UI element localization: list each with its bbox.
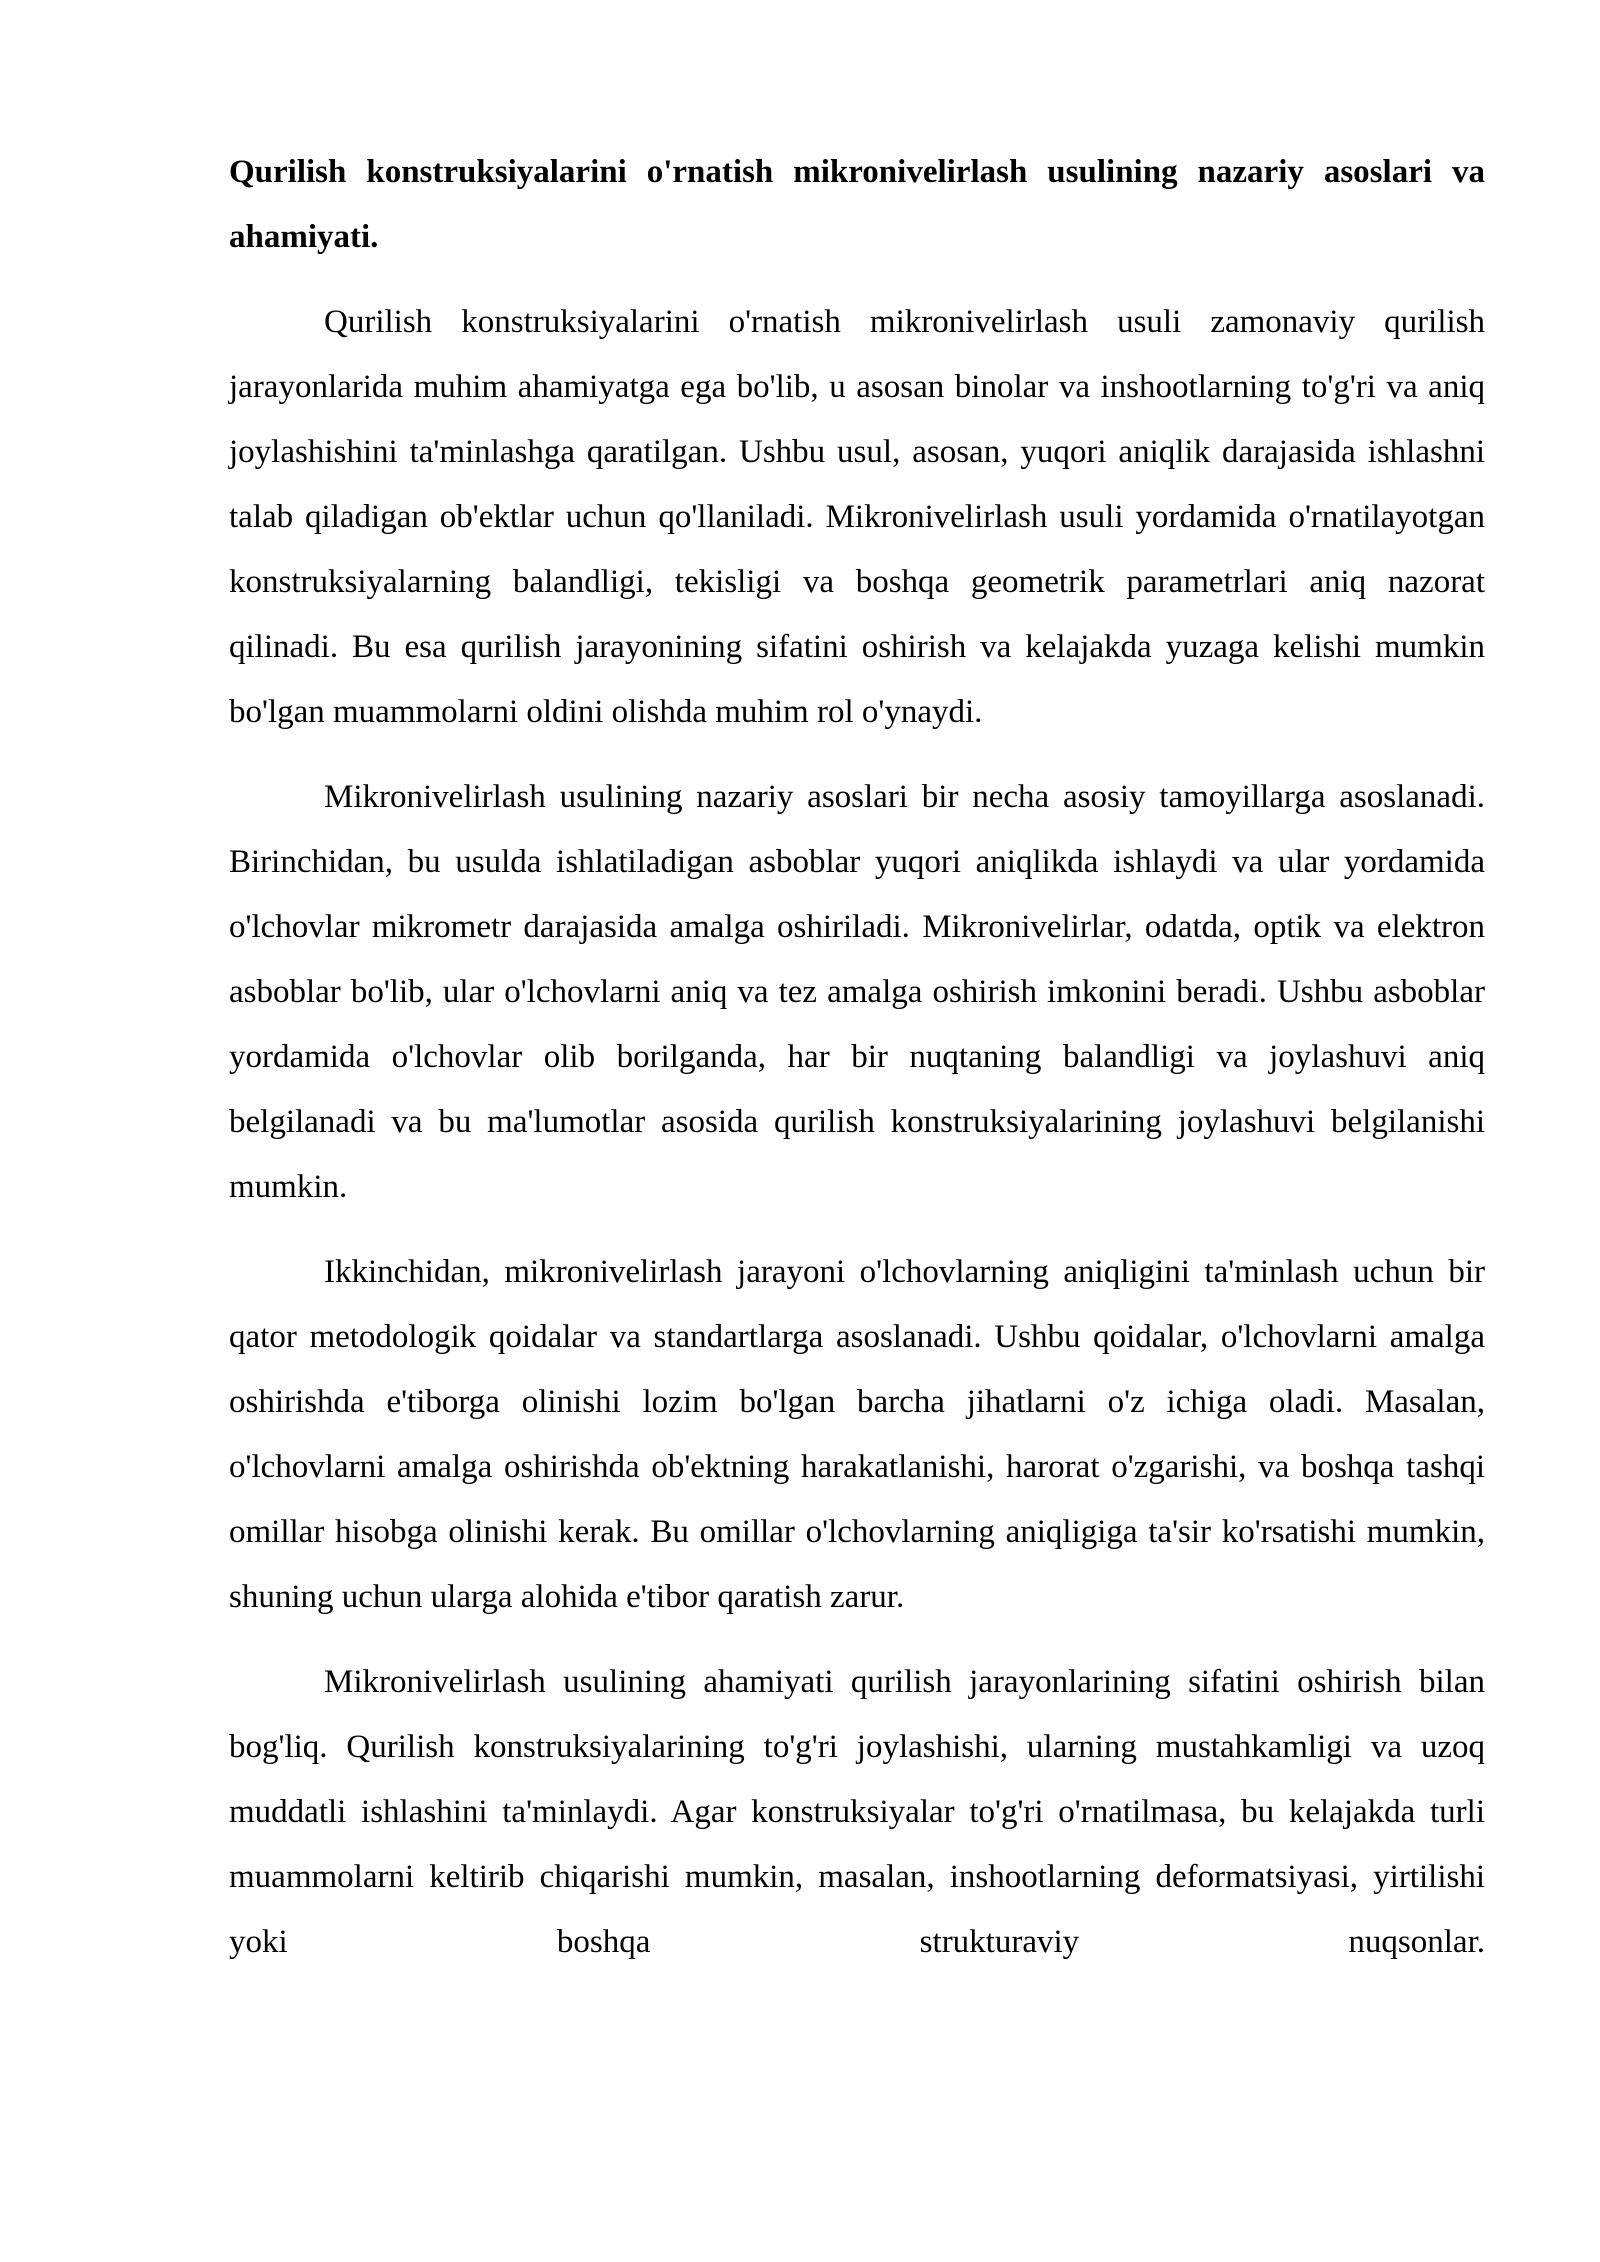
document-body — [229, 140, 1485, 1995]
document-title: Qurilish konstruksiyalarini o'rnatish mikronivelirlash usulining nazariy asoslari va ahamiyati. — [229, 154, 1485, 255]
paragraph-2: Mikronivelirlash usulining nazariy asoslari bir necha asosiy tamoyillarga asoslanadi. Birinchidan, bu usulda ishlatiladigan asboblar yuqori aniqlikda ishlaydi va ular yordamida o'lchovlar mikrometr darajasida amalga oshiriladi. Mikronivelirlar, odatda, optik va elektron asboblar bo'lib, ular o'lchovlarni aniq va tez amalga oshirish imkonini beradi. Ushbu asboblar yordamida o'lchovlar olib borilganda, har bir nuqtaning balandligi va joylashuvi aniq belgilanadi va bu ma'lumotlar asosida qurilish konstruksiyalarining joylashuvi belgilanishi mumkin. — [229, 779, 1485, 1205]
paragraph-3: Ikkinchidan, mikronivelirlash jarayoni o'lchovlarning aniqligini ta'minlash uchun bir qator metodologik qoidalar va standartlarga asoslanadi. Ushbu qoidalar, o'lchovlarni amalga oshirishda e'tiborga olinishi lozim bo'lgan barcha jihatlarni o'z ichiga oladi. Masalan, o'lchovlarni amalga oshirishda ob'ektning harakatlanishi, harorat o'zgarishi, va boshqa tashqi omillar hisobga olinishi kerak. Bu omillar o'lchovlarning aniqligiga ta'sir ko'rsatishi mumkin, shuning uchun ularga alohida e'tibor qaratish zarur. — [229, 1254, 1485, 1615]
paragraph-1: Qurilish konstruksiyalarini o'rnatish mikronivelirlash usuli zamonaviy qurilish jarayonlarida muhim ahamiyatga ega bo'lib, u asosan binolar va inshootlarning to'g'ri va aniq joylashishini ta'minlashga qaratilgan. Ushbu usul, asosan, yuqori aniqlik darajasida ishlashni talab qiladigan ob'ektlar uchun qo'llaniladi. Mikronivelirlash usuli yordamida o'rnatilayotgan konstruksiyalarning balandligi, tekisligi va boshqa geometrik parametrlari aniq nazorat qilinadi. Bu esa qurilish jarayonining sifatini oshirish va kelajakda yuzaga kelishi mumkin bo'lgan muammolarni oldini olishda muhim rol o'ynaydi. — [229, 304, 1485, 730]
paragraph-4: Mikronivelirlash usulining ahamiyati qurilish jarayonlarining sifatini oshirish bilan bog'liq. Qurilish konstruksiyalarining to'g'ri joylashishi, ularning mustahkamligi va uzoq muddatli ishlashini ta'minlaydi. Agar konstruksiyalar to'g'ri o'rnatilmasa, bu kelajakda turli muammolarni keltirib chiqarishi mumkin, masalan, inshootlarning deformatsiyasi, yirtilishi yoki boshqa strukturaviy nuqsonlar. — [229, 1664, 1485, 1960]
